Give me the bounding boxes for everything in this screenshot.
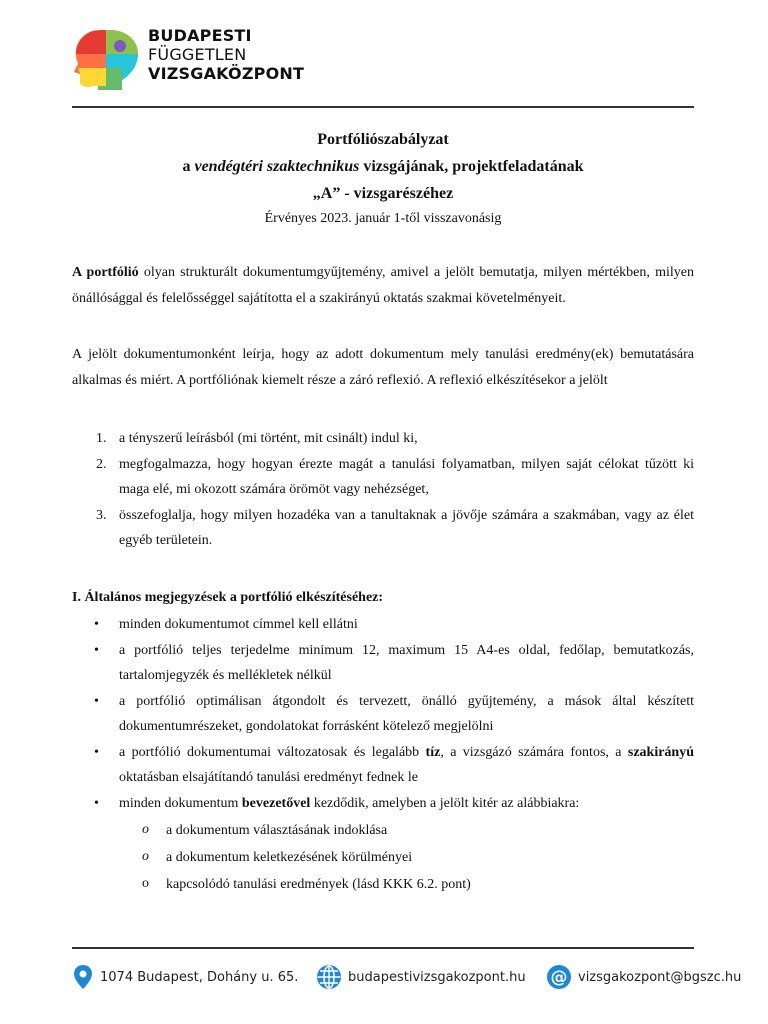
logo-line-3: VIZSGAKÖZPONT [148, 64, 305, 83]
bullet-icon: • [94, 745, 99, 760]
sub-bullet-icon: o [142, 822, 149, 837]
logo-text [148, 26, 304, 83]
sub-bullet-icon: o [142, 849, 149, 864]
bullet-icon: • [94, 643, 99, 658]
subtitle-suffix: vizsgájának, projektfeladatának [359, 158, 584, 175]
list-item [72, 503, 694, 553]
svg-text:@: @ [550, 967, 568, 988]
list-text: a portfólió dokumentumai változatosak és legalább [119, 745, 426, 760]
sub-list-item [72, 872, 694, 897]
reflection-list [72, 426, 694, 554]
section-title: I. Általános megjegyzések a portfólió elkészítéséhez: [72, 590, 384, 605]
location-pin-icon [72, 964, 94, 990]
list-text: a dokumentum választásának indoklása [166, 823, 388, 838]
logo-line-1: BUDAPESTI [148, 26, 252, 45]
list-item [72, 426, 694, 451]
emphasis: szakirányú [627, 745, 694, 760]
logo-head-icon [72, 28, 142, 90]
at-sign-icon [546, 964, 572, 990]
list-text: kapcsolódó tanulási eredmények (lásd KKK 6.2. pont) [166, 877, 471, 892]
list-text: a dokumentum keletkezésének körülményei [166, 850, 413, 865]
bullet-icon: • [94, 617, 99, 632]
subtitle-profession: vendégtéri szaktechnikus [194, 158, 360, 175]
emphasis: tíz [425, 745, 441, 760]
globe-icon [316, 964, 342, 990]
list-text: összefoglalja, hogy milyen hozadéka van a tanultaknak a jövője számára a szakmában, vagy az élet egyéb területein. [119, 508, 694, 548]
bullet-icon: • [94, 796, 99, 811]
title-block [72, 126, 694, 231]
footer-web[interactable] [316, 964, 526, 990]
list-text: megfogalmazza, hogy hogyan érezte magát a tanulási folyamatban, milyen saját célokat tűzött ki maga elé, mi okozott számára örömöt vagy nehézséget, [119, 457, 694, 497]
list-text: minden dokumentum [119, 796, 242, 811]
emphasis: bevezetővel [241, 796, 311, 811]
list-text: a portfólió optimálisan átgondolt és tervezett, önálló gyűjtemény, a mások által készített dokumentumrészeket, gondolatokat forrásként kötelező megjelölni [119, 694, 694, 734]
footer-divider [72, 947, 694, 949]
list-number: 1. [96, 431, 107, 446]
intro-definition: olyan strukturált dokumentumgyűjtemény, amivel a jelölt bemutatja, milyen mértékben, milyen önállósággal és felelősséggel sajátította el a szakirányú oktatás szakmai követelményeit. [72, 265, 694, 306]
intro-term: A portfólió [72, 265, 139, 280]
list-item [72, 740, 694, 790]
list-text: , a vizsgázó számára fontos, a [440, 745, 628, 760]
bullet-list [72, 612, 694, 897]
list-item [72, 689, 694, 739]
footer-email[interactable] [546, 964, 741, 990]
logo-line-2: FÜGGETLEN [148, 45, 247, 64]
footer [72, 964, 742, 994]
document-title: Portfóliószabályzat [317, 131, 449, 148]
bullet-icon: • [94, 694, 99, 709]
list-text: minden dokumentumot címmel kell ellátni [119, 617, 358, 632]
list-item [72, 791, 694, 816]
document-subtitle [72, 153, 694, 180]
list-number: 2. [96, 457, 107, 472]
list-item [72, 638, 694, 688]
validity-text: Érvényes 2023. január 1-től visszavonásig [264, 211, 502, 226]
address-text: 1074 Budapest, Dohány u. 65. [100, 969, 299, 985]
sub-list-item [72, 845, 694, 870]
list-text: oktatásban elsajátítandó tanulási eredményt fednek le [119, 770, 418, 785]
list-text: a portfólió teljes terjedelme minimum 12, maximum 15 A4-es oldal, fedőlap, bemutatkozás, tartalomjegyzék és mellékletek nélkül [119, 643, 694, 683]
list-number: 3. [96, 508, 107, 523]
list-text: a tényszerű leírásból (mi történt, mit csinált) indul ki, [119, 431, 418, 446]
intro-paragraph-1 [72, 260, 694, 312]
website-link[interactable]: budapestivizsgakozpont.hu [348, 969, 526, 985]
footer-address [72, 964, 298, 990]
document-part: „A” - vizsgarészéhez [312, 185, 454, 202]
list-item [72, 612, 694, 637]
list-text: kezdődik, amelyben a jelölt kitér az alábbiakra: [310, 796, 580, 811]
email-link[interactable]: vizsgakozpont@bgszc.hu [578, 969, 742, 985]
sub-bullet-icon: o [142, 876, 149, 891]
list-item [72, 452, 694, 502]
intro-paragraph-2: A jelölt dokumentumonként leírja, hogy az adott dokumentum mely tanulási eredmény(ek) bemutatására alkalmas és miért. A portfóliónak kiemelt része a záró reflexió. A reflexió elkészítésekor a jelölt [72, 347, 694, 388]
subtitle-prefix: a [182, 158, 195, 175]
header-divider [72, 106, 694, 108]
sub-list-item [72, 818, 694, 843]
